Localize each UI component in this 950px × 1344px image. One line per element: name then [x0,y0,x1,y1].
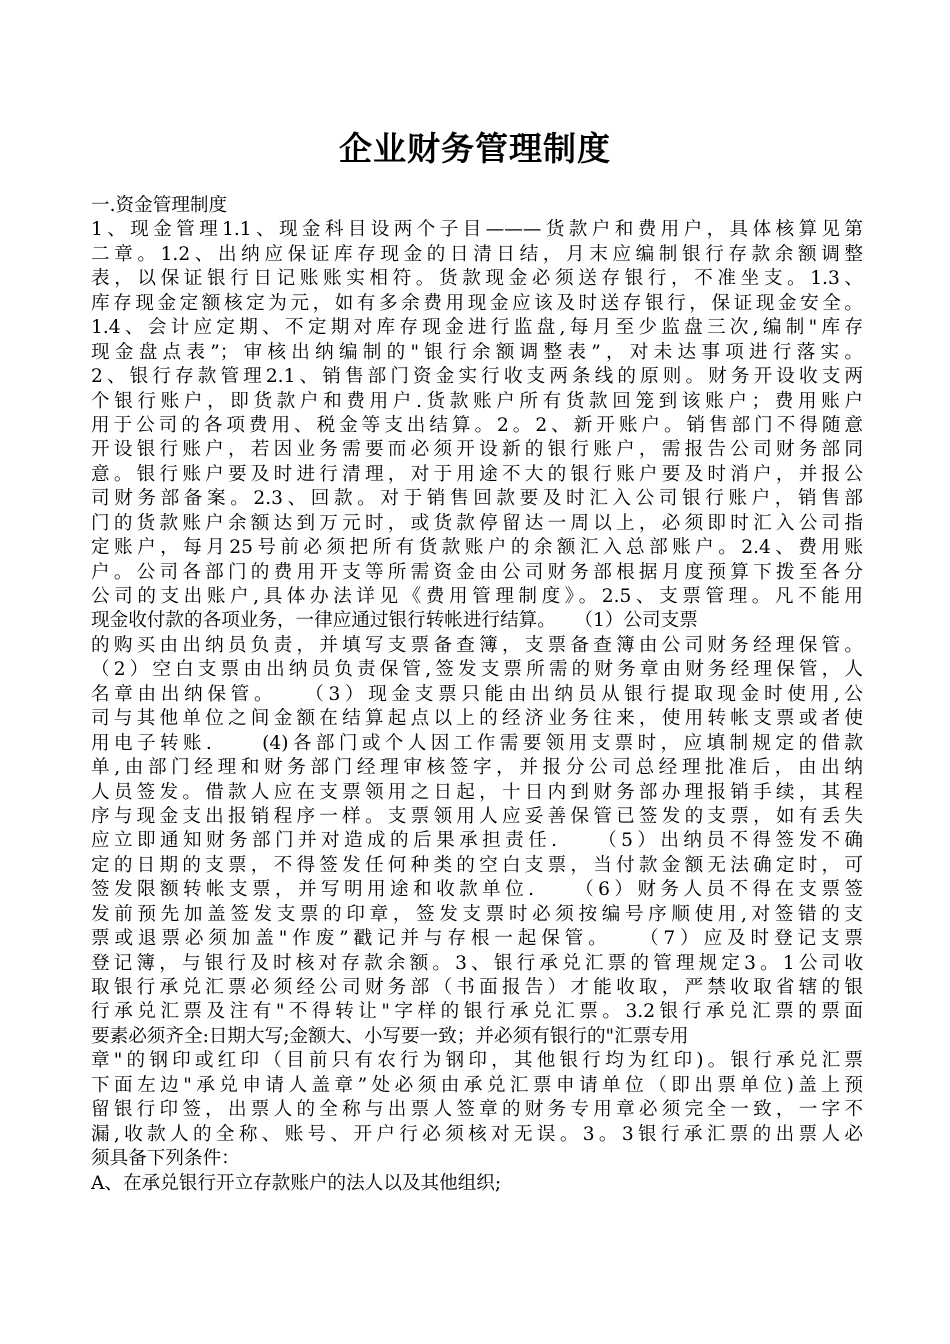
body-line: 登记簿，与银行及时核对存款余额。3、银行承兑汇票的管理规定3。1公司收 [91,952,863,974]
body-line: 门的货款账户余额达到万元时，或货款停留达一周以上，必须即时汇入公司指 [91,512,863,534]
body-line: 章"的钢印或红印（目前只有农行为钢印，其他银行均为红印)。银行承兑汇票 [91,1050,863,1072]
body-line: 行承兑汇票及注有"不得转让"字样的银行承兑汇票。3.2银行承兑汇票的票面 [91,1001,863,1023]
body-line: 发前预先加盖签发支票的印章，签发支票时必须按编号序顺使用,对签错的支 [91,903,863,925]
body-line: 用于公司的各项费用、税金等支出结算。2。2、新开账户。销售部门不得随意 [91,414,863,436]
body-line: 序与现金支出报销程序一样。支票领用人应妥善保管已签发的支票，如有丢失 [91,805,863,827]
body-line: 1.4、会计应定期、不定期对库存现金进行监盘,每月至少监盘三次,编制"库存 [91,317,863,339]
body-line: 一.资金管理制度 [91,195,228,216]
body-line: 漏,收款人的全称、账号、开户行必须核对无误。3。3银行承汇票的出票人必 [91,1123,863,1145]
body-line: 司与其他单位之间金额在结算起点以上的经济业务往来，使用转帐支票或者使 [91,708,863,730]
document-title: 企业财务管理制度 [339,129,611,168]
body-line: 的购买由出纳员负责，并填写支票备查簿，支票备查簿由公司财务经理保管。 [91,634,863,656]
body-line: 单,由部门经理和财务部门经理审核签字，并报分公司总经理批准后，由出纳 [91,757,863,779]
body-line: 定的日期的支票，不得签发任何种类的空白支票，当付款金额无法确定时，可 [91,854,863,876]
body-line: 个银行账户，即货款户和费用户.货款账户所有货款回笼到该账户；费用账户 [91,390,863,412]
body-line: 留银行印签，出票人的全称与出票人签章的财务专用章必须完全一致，一字不 [91,1099,863,1121]
body-line: 现金盘点表”；审核出纳编制的"银行余额调整表”，对未达事项进行落实。 [91,341,863,363]
body-line: 要素必须齐全:日期大写;金额大、小写要一致；并必须有银行的"汇票专用 [91,1025,689,1047]
body-line: 开设银行账户，若因业务需要而必须开设新的银行账户，需报告公司财务部同 [91,439,863,461]
body-line: 意。银行账户要及时进行清理，对于用途不大的银行账户要及时消户，并报公 [91,463,863,485]
body-line: 表，以保证银行日记账账实相符。货款现金必须送存银行，不准坐支。1.3、 [91,268,863,290]
body-line: 名章由出纳保管。 （3）现金支票只能由出纳员从银行提取现金时使用,公 [91,683,863,705]
body-line: 司财务部备案。2.3、回款。对于销售回款要及时汇入公司银行账户，销售部 [91,488,863,510]
body-line: 1、现金管理1.1、现金科目设两个子目———货款户和费用户，具体核算见第 [91,219,863,241]
body-line: 应立即通知财务部门并对造成的后果承担责任. （5）出纳员不得签发不确 [91,830,863,852]
body-line: 用电子转账. (4)各部门或个人因工作需要领用支票时，应填制规定的借款 [91,732,863,754]
body-line: 取银行承兑汇票必须经公司财务部（书面报告）才能收取，严禁收取省辖的银 [91,977,863,998]
body-line: （2）空白支票由出纳员负责保管,签发支票所需的财务章由财务经理保管，人 [91,659,863,681]
body-line: 签发限额转帐支票，并写明用途和收款单位. （6）财务人员不得在支票签 [91,879,863,901]
body-line: 现金收付款的各项业务，一律应通过银行转帐进行结算。 （1）公司支票 [91,610,698,632]
body-line: 下面左边"承兑申请人盖章”处必须由承兑汇票申请单位（即出票单位)盖上预 [91,1074,863,1096]
body-line: 定账户，每月25号前必须把所有货款账户的余额汇入总部账户。2.4、费用账 [91,537,863,559]
body-line: 二章。1.2、出纳应保证库存现金的日清日结，月末应编制银行存款余额调整 [91,243,863,265]
body-line: 户。公司各部门的费用开支等所需资金由公司财务部根据月度预算下拨至各分 [91,561,863,583]
body-line: 须具备下列条件： [91,1148,240,1170]
body-line: 人员签发。借款人应在支票领用之日起，十日内到财务部办理报销手续，其程 [91,781,863,803]
body-line: A、在承兑银行开立存款账户的法人以及其他组织; [91,1172,502,1194]
document-body [91,194,863,1196]
body-line: 票或退票必须加盖"作废”戳记并与存根一起保管。 （7）应及时登记支票 [91,928,863,950]
body-line: 2、银行存款管理2.1、销售部门资金实行收支两条线的原则。财务开设收支两 [91,366,863,388]
body-line: 公司的支出账户,具体办法详见《费用管理制度》。2.5、支票管理。凡不能用 [91,586,863,607]
body-line: 库存现金定额核定为元，如有多余费用现金应该及时送存银行，保证现金安全。 [91,292,863,314]
